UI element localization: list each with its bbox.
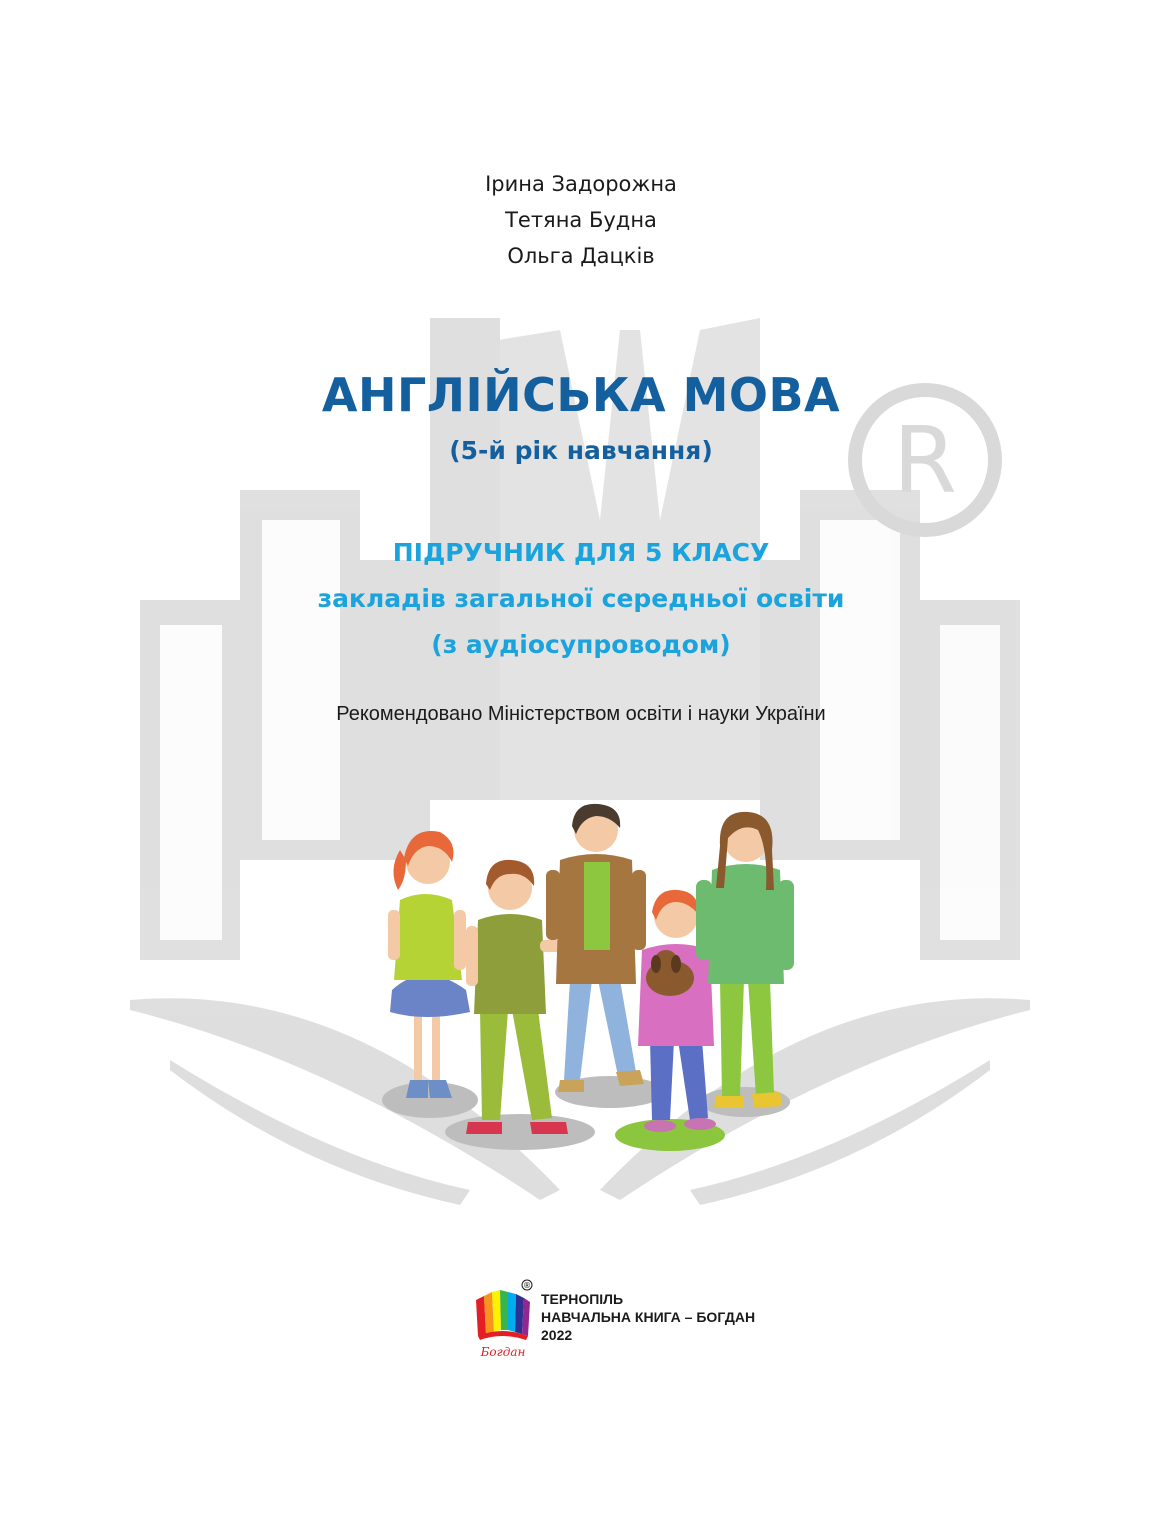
publisher-registered-mark: ® (523, 1281, 531, 1290)
publisher-name: НАВЧАЛЬНА КНИГА – БОГДАН (541, 1309, 756, 1325)
child-boy-brown-jacket (546, 804, 646, 1092)
author-1: Ірина Задорожна (485, 172, 677, 196)
author-2: Тетяна Будна (505, 208, 657, 232)
children-illustration (370, 800, 810, 1160)
book-subtitle: (5-й рік навчання) (449, 436, 713, 465)
authors (0, 166, 1162, 274)
author-3: Ольга Дацків (507, 244, 655, 268)
publisher-logo (472, 1278, 534, 1363)
textbook-line-2: закладів загальної середньої освіти (317, 584, 845, 613)
textbook-line-3: (з аудіосупроводом) (431, 630, 731, 659)
publisher-year: 2022 (541, 1327, 573, 1343)
textbook-line-1: ПІДРУЧНИК ДЛЯ 5 КЛАСУ (392, 538, 770, 567)
registered-mark-watermark-letter: R (893, 407, 957, 514)
book-title: АНГЛІЙСЬКА МОВА (321, 368, 841, 422)
textbook-description (0, 530, 1162, 668)
publisher-city: ТЕРНОПІЛЬ (541, 1291, 624, 1307)
publisher-logo-script: Богдан (480, 1345, 526, 1359)
child-girl-green-sweater (696, 812, 794, 1108)
publisher-info (541, 1290, 881, 1344)
child-girl-red-hair (388, 831, 470, 1098)
recommendation-note: Рекомендовано Міністерством освіти і науки України (336, 703, 826, 725)
